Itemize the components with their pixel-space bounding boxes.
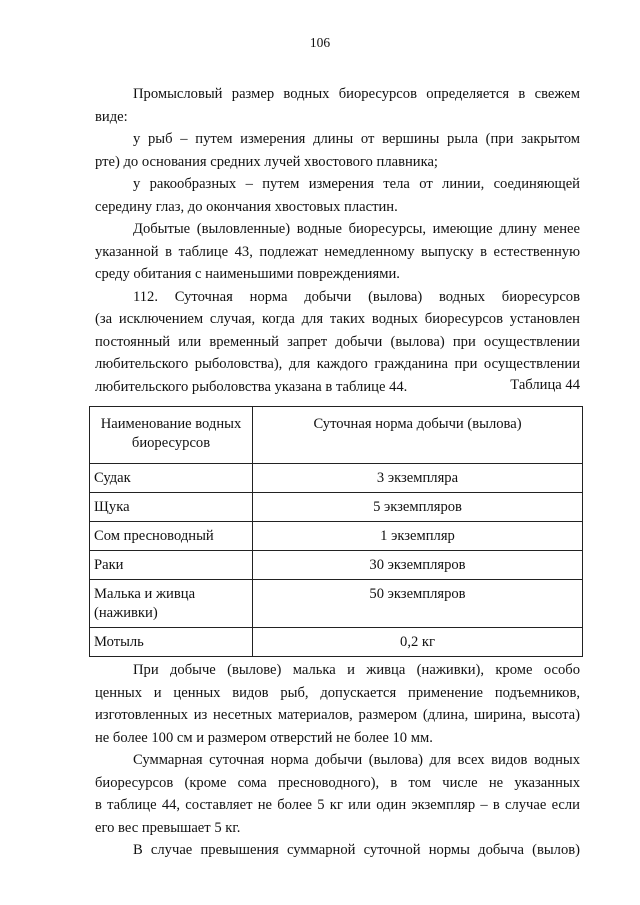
norm-value-cell: 30 экземпляров [253,551,583,580]
text-line: Суммарная суточная норма добычи (вылова) для всех видов водных [133,752,580,768]
table-header-row [90,407,583,464]
text-line: в таблице 44, составляет не более 5 кг или один экземпляр – в случае если [95,797,580,813]
species-name-cell: Мотыль [90,628,253,657]
norm-value-cell: 3 экземпляра [253,464,583,493]
paragraph-total-daily-norm [95,749,580,839]
text-line: указанной в таблице 43, подлежат немедленному выпуску в естественную [95,243,580,260]
text-line: рте) до основания средних лучей хвостового плавника; [95,153,438,170]
text-line: ценных и ценных видов рыб, допускается применение подъемников, [95,684,580,701]
paragraph-fish-measurement [95,128,580,173]
paragraph-commercial-size [95,83,580,128]
table-row [90,493,583,522]
species-name-cell: Сом пресноводный [90,522,253,551]
species-name-cell: Судак [90,464,253,493]
paragraph-112-daily-norm [95,286,580,399]
norm-value-cell: 5 экземпляров [253,493,583,522]
species-name-cell: Раки [90,551,253,580]
text-line: не более 100 см и размером отверстий не более 10 мм. [95,729,433,746]
text-line: середину глаз, до окончания хвостовых пластин. [95,198,398,215]
bottom-text-block [95,659,580,862]
text-line: виде: [95,108,128,125]
daily-norm-table [89,406,583,657]
text-line: любительского рыболовства), для каждого гражданина при осуществлении [95,356,580,372]
table-row [90,628,583,657]
table-row [90,464,583,493]
text-line: Добытые (выловленные) водные биоресурсы, имеющие длину менее [133,221,580,237]
paragraph-release-rule [95,218,580,286]
text-line: среду обитания с наименьшими повреждениями. [95,266,400,282]
text-line: постоянный или временный запрет добычи (вылова) при осуществлении [95,333,580,350]
norm-value-cell: 50 экземпляров [253,580,583,628]
top-text-block [95,83,580,398]
text-line: Промысловый размер водных биоресурсов определяется в свежем [133,86,580,102]
text-line: 112. Суточная норма добычи (вылова) водных биоресурсов [133,288,580,305]
text-line: изготовленных из несетных материалов, размером (длина, ширина, высота) [95,707,580,723]
paragraph-bait-fishing [95,659,580,749]
paragraph-excess-norm [95,839,580,862]
table-caption: Таблица 44 [510,377,580,393]
paragraph-crustacean-measurement [95,173,580,218]
header-daily-norm: Суточная норма добычи (вылова) [253,407,583,464]
norm-value-cell: 1 экземпляр [253,522,583,551]
text-line: В случае превышения суммарной суточной нормы добыча (вылов) [133,842,580,858]
table-row [90,522,583,551]
text-line: его вес превышает 5 кг. [95,819,241,836]
text-line: биоресурсов (кроме сома пресноводного), в том числе не указанных [95,774,580,791]
species-name-cell: Малька и живца (наживки) [90,580,253,628]
header-species-name: Наименование водных биоресурсов [90,407,253,464]
text-line: При добыче (вылове) малька и живца (наживки), кроме особо [133,662,580,678]
text-line: (за исключением случая, когда для таких водных биоресурсов установлен [95,311,580,327]
text-line: у ракообразных – путем измерения тела от линии, соединяющей [133,176,580,192]
table-row [90,551,583,580]
text-line: любительского рыболовства указана в таблице 44. [95,378,408,395]
table-row [90,580,583,628]
page-number: 106 [309,35,331,50]
species-name-cell: Щука [90,493,253,522]
norm-value-cell: 0,2 кг [253,628,583,657]
text-line: у рыб – путем измерения длины от вершины рыла (при закрытом [133,131,580,147]
